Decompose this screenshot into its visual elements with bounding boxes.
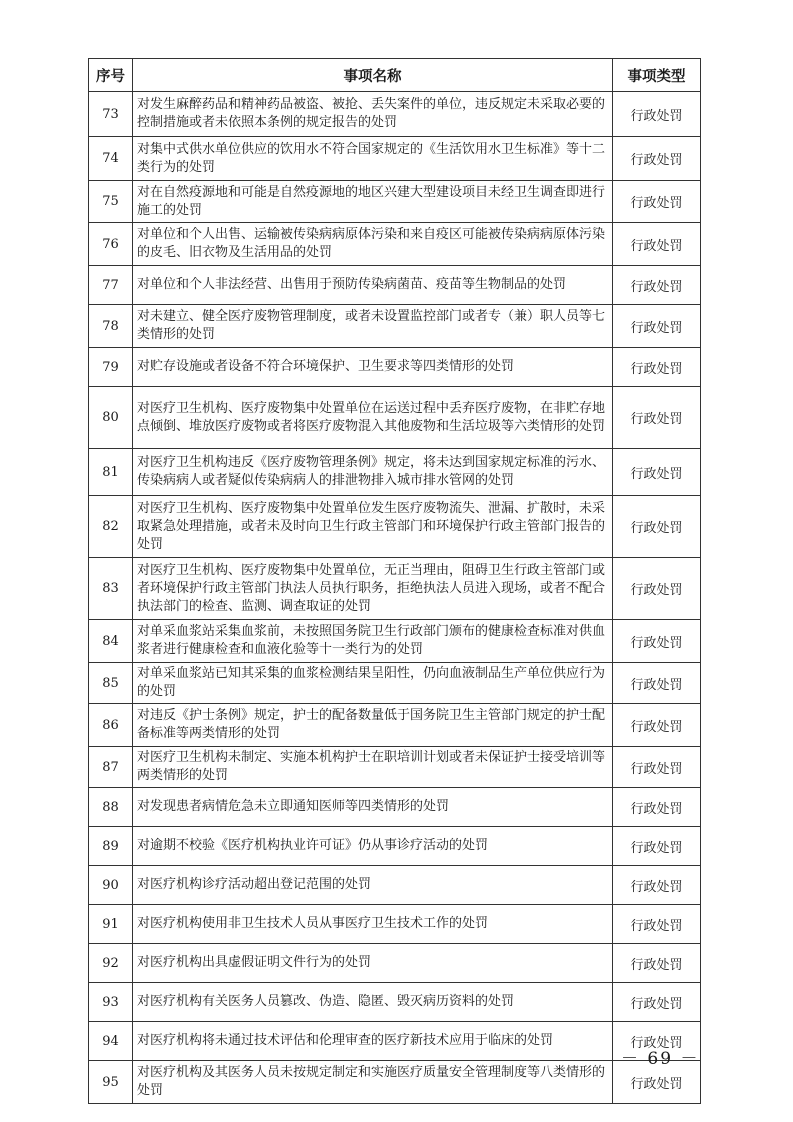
row-number: 94 xyxy=(89,1022,133,1061)
row-item-name: 对违反《护士条例》规定，护士的配备数量低于国务院卫生主管部门规定的护士配备标准等两类情形的处罚 xyxy=(133,704,613,747)
row-item-type: 行政处罚 xyxy=(613,1061,701,1104)
row-item-name: 对医疗卫生机构违反《医疗废物管理条例》规定，将未达到国家规定标准的污水、传染病病人或者疑似传染病病人的排泄物排入城市排水管网的处罚 xyxy=(133,449,613,496)
row-number: 91 xyxy=(89,905,133,944)
table-row xyxy=(89,788,701,827)
row-item-type: 行政处罚 xyxy=(613,181,701,223)
table-row xyxy=(89,944,701,983)
row-item-type: 行政处罚 xyxy=(613,92,701,137)
row-item-name: 对医疗机构诊疗活动超出登记范围的处罚 xyxy=(133,866,613,905)
table-row xyxy=(89,747,701,788)
row-number: 82 xyxy=(89,496,133,558)
row-number: 73 xyxy=(89,92,133,137)
table-row xyxy=(89,620,701,663)
table-row xyxy=(89,387,701,449)
row-number: 79 xyxy=(89,348,133,387)
row-item-name: 对在自然疫源地和可能是自然疫源地的地区兴建大型建设项目未经卫生调查即进行施工的处罚 xyxy=(133,181,613,223)
row-item-name: 对医疗卫生机构、医疗废物集中处置单位发生医疗废物流失、泄漏、扩散时，未采取紧急处理措施，或者未及时向卫生行政主管部门和环境保护行政主管部门报告的处罚 xyxy=(133,496,613,558)
row-item-type: 行政处罚 xyxy=(613,348,701,387)
table-row xyxy=(89,827,701,866)
row-item-name: 对单采血浆站已知其采集的血浆检测结果呈阳性，仍向血液制品生产单位供应行为的处罚 xyxy=(133,663,613,704)
row-item-type: 行政处罚 xyxy=(613,905,701,944)
table-row xyxy=(89,266,701,305)
row-item-name: 对未建立、健全医疗废物管理制度，或者未设置监控部门或者专（兼）职人员等七类情形的处罚 xyxy=(133,305,613,348)
table-row xyxy=(89,449,701,496)
row-item-name: 对贮存设施或者设备不符合环境保护、卫生要求等四类情形的处罚 xyxy=(133,348,613,387)
row-number: 84 xyxy=(89,620,133,663)
table-row xyxy=(89,181,701,223)
row-number: 78 xyxy=(89,305,133,348)
table-row xyxy=(89,348,701,387)
row-item-name: 对医疗机构将未通过技术评估和伦理审查的医疗新技术应用于临床的处罚 xyxy=(133,1022,613,1061)
row-item-type: 行政处罚 xyxy=(613,496,701,558)
row-item-type: 行政处罚 xyxy=(613,223,701,266)
header-number: 序号 xyxy=(89,59,133,92)
row-item-name: 对医疗卫生机构、医疗废物集中处置单位，无正当理由，阻碍卫生行政主管部门或者环境保护行政主管部门执法人员执行职务，拒绝执法人员进入现场，或者不配合执法部门的检查、监测、调查取证的处罚 xyxy=(133,558,613,620)
table-row xyxy=(89,704,701,747)
row-number: 75 xyxy=(89,181,133,223)
table-row xyxy=(89,663,701,704)
items-table xyxy=(88,58,701,1104)
table-row xyxy=(89,905,701,944)
row-item-type: 行政处罚 xyxy=(613,620,701,663)
row-number: 88 xyxy=(89,788,133,827)
row-number: 85 xyxy=(89,663,133,704)
row-item-type: 行政处罚 xyxy=(613,305,701,348)
row-item-type: 行政处罚 xyxy=(613,827,701,866)
row-item-name: 对单采血浆站采集血浆前，未按照国务院卫生行政部门颁布的健康检查标准对供血浆者进行健康检查和血液化验等十一类行为的处罚 xyxy=(133,620,613,663)
row-item-type: 行政处罚 xyxy=(613,449,701,496)
row-number: 83 xyxy=(89,558,133,620)
row-number: 93 xyxy=(89,983,133,1022)
page-number: － 69 － xyxy=(621,1049,700,1069)
table-row xyxy=(89,137,701,181)
row-item-type: 行政处罚 xyxy=(613,704,701,747)
row-item-name: 对单位和个人出售、运输被传染病病原体污染和来自疫区可能被传染病病原体污染的皮毛、旧衣物及生活用品的处罚 xyxy=(133,223,613,266)
row-number: 87 xyxy=(89,747,133,788)
row-item-type: 行政处罚 xyxy=(613,137,701,181)
table-row xyxy=(89,1022,701,1061)
row-number: 81 xyxy=(89,449,133,496)
table-row xyxy=(89,558,701,620)
row-number: 95 xyxy=(89,1061,133,1104)
row-number: 80 xyxy=(89,387,133,449)
row-number: 90 xyxy=(89,866,133,905)
row-item-type: 行政处罚 xyxy=(613,983,701,1022)
row-item-type: 行政处罚 xyxy=(613,558,701,620)
row-number: 77 xyxy=(89,266,133,305)
row-item-type: 行政处罚 xyxy=(613,387,701,449)
row-item-name: 对医疗卫生机构、医疗废物集中处置单位在运送过程中丢弃医疗废物，在非贮存地点倾倒、堆放医疗废物或者将医疗废物混入其他废物和生活垃圾等六类情形的处罚 xyxy=(133,387,613,449)
row-item-name: 对医疗机构出具虚假证明文件行为的处罚 xyxy=(133,944,613,983)
row-number: 74 xyxy=(89,137,133,181)
table-row xyxy=(89,1061,701,1104)
table-row xyxy=(89,223,701,266)
row-item-name: 对逾期不校验《医疗机构执业许可证》仍从事诊疗活动的处罚 xyxy=(133,827,613,866)
row-item-name: 对发现患者病情危急未立即通知医师等四类情形的处罚 xyxy=(133,788,613,827)
row-item-name: 对医疗机构及其医务人员未按规定制定和实施医疗质量安全管理制度等八类情形的处罚 xyxy=(133,1061,613,1104)
table-row xyxy=(89,305,701,348)
row-number: 76 xyxy=(89,223,133,266)
row-item-type: 行政处罚 xyxy=(613,1022,701,1061)
row-item-name: 对医疗卫生机构未制定、实施本机构护士在职培训计划或者未保证护士接受培训等两类情形的处罚 xyxy=(133,747,613,788)
document-page xyxy=(88,58,700,1104)
row-item-type: 行政处罚 xyxy=(613,944,701,983)
row-item-name: 对单位和个人非法经营、出售用于预防传染病菌苗、疫苗等生物制品的处罚 xyxy=(133,266,613,305)
row-item-name: 对医疗机构使用非卫生技术人员从事医疗卫生技术工作的处罚 xyxy=(133,905,613,944)
row-number: 89 xyxy=(89,827,133,866)
table-header-row xyxy=(89,59,701,92)
row-item-name: 对集中式供水单位供应的饮用水不符合国家规定的《生活饮用水卫生标准》等十二类行为的处罚 xyxy=(133,137,613,181)
row-item-type: 行政处罚 xyxy=(613,663,701,704)
row-item-type: 行政处罚 xyxy=(613,266,701,305)
header-item-name: 事项名称 xyxy=(133,59,613,92)
row-number: 86 xyxy=(89,704,133,747)
row-item-type: 行政处罚 xyxy=(613,788,701,827)
header-item-type: 事项类型 xyxy=(613,59,701,92)
row-item-type: 行政处罚 xyxy=(613,747,701,788)
table-row xyxy=(89,983,701,1022)
row-item-name: 对发生麻醉药品和精神药品被盗、被抢、丢失案件的单位，违反规定未采取必要的控制措施或者未依照本条例的规定报告的处罚 xyxy=(133,92,613,137)
table-row xyxy=(89,866,701,905)
row-item-type: 行政处罚 xyxy=(613,866,701,905)
row-item-name: 对医疗机构有关医务人员篡改、伪造、隐匿、毁灭病历资料的处罚 xyxy=(133,983,613,1022)
table-row xyxy=(89,92,701,137)
row-number: 92 xyxy=(89,944,133,983)
table-row xyxy=(89,496,701,558)
